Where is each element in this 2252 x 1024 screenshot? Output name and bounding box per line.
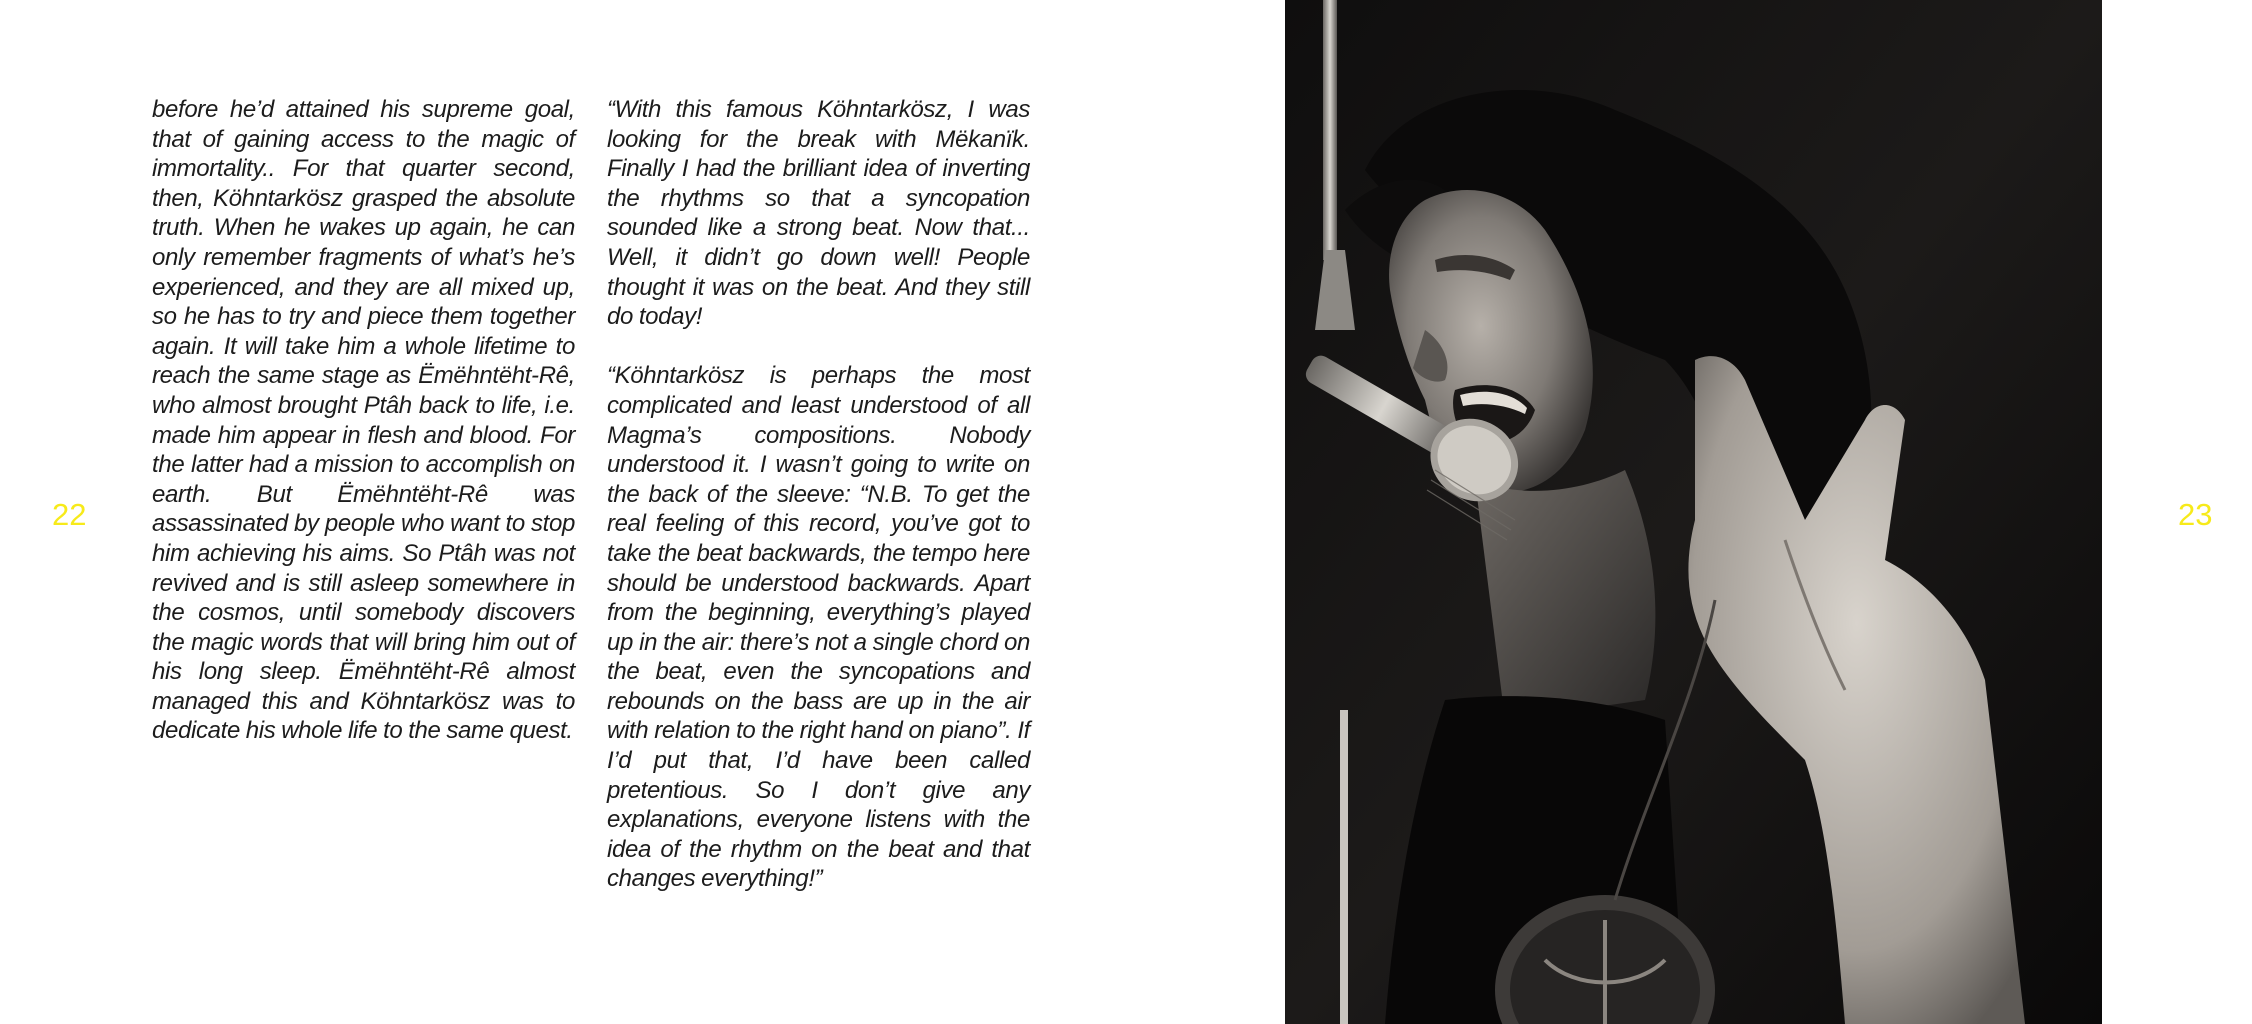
singer-photo-illustration [1285, 0, 2102, 1024]
paragraph: “With this famous Köhntarkösz, I was looking for the break with Mëkanïk. Finally I had the brilliant idea of inverting the rhythms so that a syncopation sounded like a strong beat. Now that... Well, it didn’t go down well! People thought it was on the beat. And they still do today! [607, 96, 1030, 331]
paragraph: before he’d attained his supreme goal, that of gaining access to the magic of immortality.. For that quarter second, then, Köhntarkösz grasped the absolute truth. When he wakes up again, he can only remember fragments of what’s he’s experienced, and they are all mixed up, so he has to try and piece them together again. It will take him a whole lifetime to reach the same stage as Ëmëhntëht-Rê, who almost brought Ptâh back to life, i.e. made him appear in flesh and blood. For the latter had a mission to accomplish on earth. But Ëmëhntëht-Rê was assassinated by people who want to stop him achieving his aims. So Ptâh was not revived and is still asleep somewhere in the cosmos, until somebody discovers the magic words that will bring him out of his long sleep. Ëmëhntëht-Rê almost managed this and Köhntarkösz was to dedicate his whole life to the same quest. [152, 96, 575, 745]
page-number-right: 23 [2178, 497, 2213, 532]
text-column-right [607, 95, 1030, 924]
page-number-left: 22 [52, 497, 87, 532]
concert-photo [1285, 0, 2102, 1024]
text-column-left [152, 95, 575, 776]
paragraph: “Köhntarkösz is perhaps the most complicated and least understood of all Magma’s compositions. Nobody understood it. I wasn’t going to write on the back of the sleeve: “N.B. To get the real feeling of this record, you’ve got to take the beat backwards, the tempo here should be understood backwards. Apart from the beginning, everything’s played up in the air: there’s not a single chord on the beat, even the syncopations and rebounds on the bass are up in the air with relation to the right hand on piano”. If I’d put that, I’d have been called pretentious. So I don’t give any explanations, everyone listens with the idea of the rhythm on the beat and that changes everything!” [607, 362, 1030, 893]
